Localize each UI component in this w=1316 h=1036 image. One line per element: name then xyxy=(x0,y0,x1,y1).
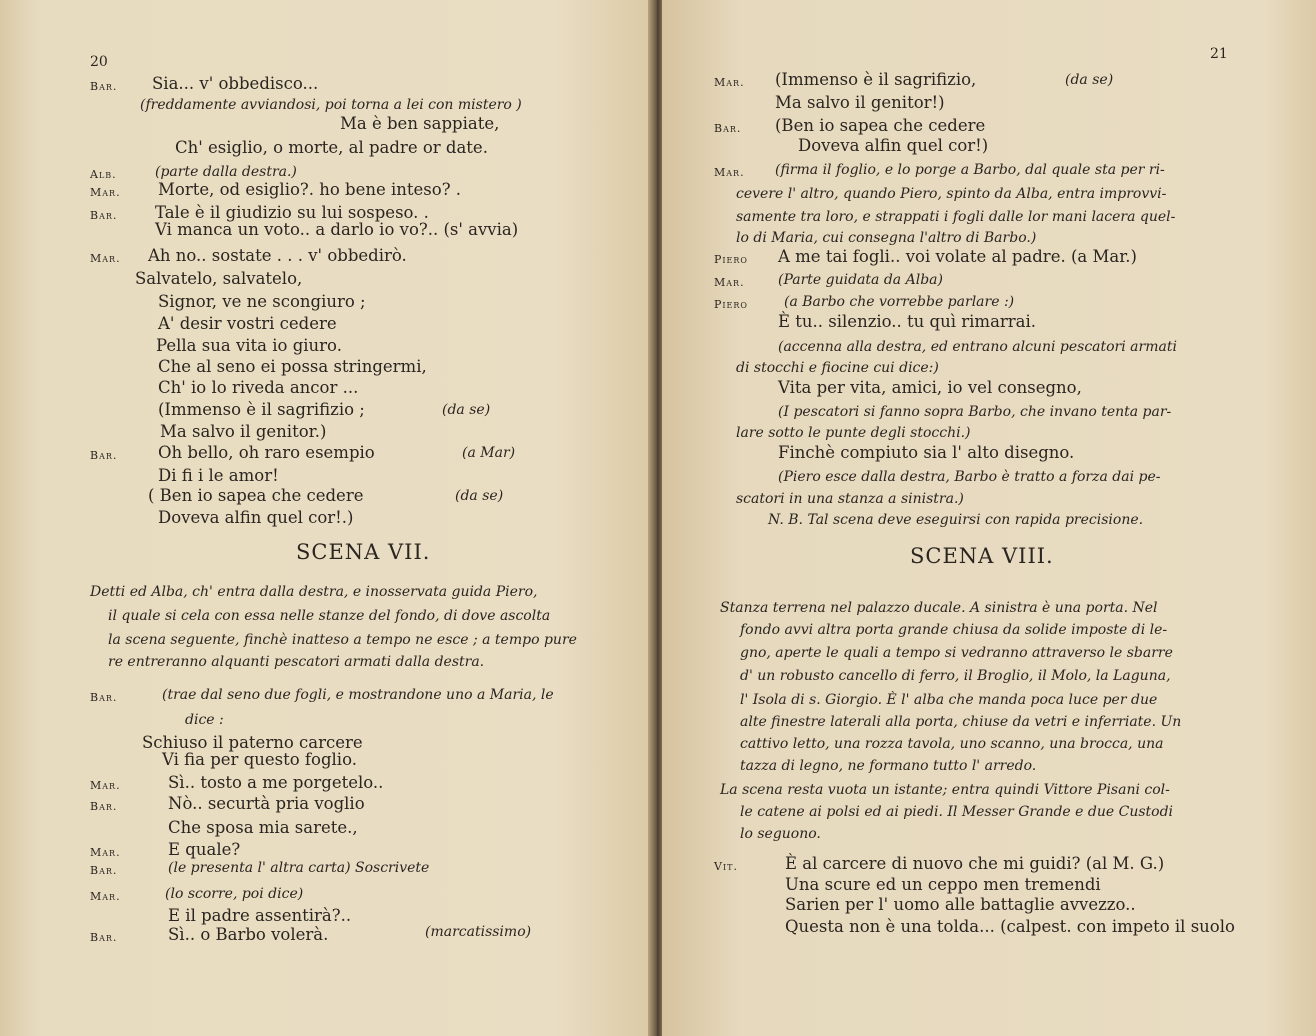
verse-line: Sarien per l' uomo alle battaglie avvezzo.. xyxy=(785,895,1136,914)
stage-direction: (lo scorre, poi dice) xyxy=(165,886,304,902)
verse-line: Pella sua vita io giuro. xyxy=(156,336,342,355)
speaker-label: Bar. xyxy=(90,931,118,944)
verse-line: Doveva alfin quel cor!.) xyxy=(158,508,354,527)
stage-direction: (a Mar) xyxy=(462,445,516,461)
speaker-label: Mar. xyxy=(90,186,121,199)
verse-line: Schiuso il paterno carcere xyxy=(142,733,363,752)
stage-direction: cevere l' altro, quando Piero, spinto da Alba, entra improvvi- xyxy=(736,186,1167,202)
verse-line: Vi fia per questo foglio. xyxy=(162,750,357,769)
left-page xyxy=(0,0,652,1036)
verse-line: Nò.. securtà pria voglio xyxy=(168,794,365,813)
verse-line: Che al seno ei possa stringermi, xyxy=(158,357,427,376)
stage-direction: (a Barbo che vorrebbe parlare :) xyxy=(784,294,1015,310)
page-number: 20 xyxy=(90,54,108,70)
speaker-label: Alb. xyxy=(90,168,117,181)
speaker-label: Bar. xyxy=(90,209,118,222)
verse-line: Una scure ed un ceppo men tremendi xyxy=(785,875,1101,894)
verse-line: Vi manca un voto.. a darlo io vo?.. (s' avvia) xyxy=(155,220,519,239)
verse-line: Sia... v' obbedisco... xyxy=(152,74,319,93)
verse-line: Oh bello, oh raro esempio xyxy=(158,443,375,462)
verse-line: (Ben io sapea che cedere xyxy=(775,116,986,135)
speaker-label: Bar. xyxy=(90,449,118,462)
verse-line: ( Ben io sapea che cedere xyxy=(148,486,364,505)
speaker-label: Mar. xyxy=(714,166,745,179)
verse-line: Morte, od esiglio?. ho bene inteso? . xyxy=(158,180,462,199)
stage-direction: gno, aperte le quali a tempo si vedranno attraverso le sbarre xyxy=(740,645,1173,661)
verse-line: Tale è il giudizio su lui sospeso. . xyxy=(155,203,429,222)
stage-direction: (Parte guidata da Alba) xyxy=(778,272,943,288)
stage-direction: Stanza terrena nel palazzo ducale. A sinistra è una porta. Nel xyxy=(720,600,1158,616)
verse-line: A me tai fogli.. voi volate al padre. (a Mar.) xyxy=(778,247,1137,266)
stage-direction: l' Isola di s. Giorgio. È l' alba che manda poca luce per due xyxy=(740,692,1158,708)
stage-direction: (firma il foglio, e lo porge a Barbo, dal quale sta per ri- xyxy=(775,162,1165,178)
stage-direction: re entreranno alquanti pescatori armati dalla destra. xyxy=(108,654,485,670)
verse-line: Questa non è una tolda... (calpest. con impeto il suolo xyxy=(785,917,1235,936)
verse-line: E il padre assentirà?.. xyxy=(168,906,352,925)
speaker-label: Piero xyxy=(714,298,748,311)
verse-line: A' desir vostri cedere xyxy=(158,314,337,333)
stage-direction: (accenna alla destra, ed entrano alcuni pescatori armati xyxy=(778,339,1177,355)
verse-line: Vita per vita, amici, io vel consegno, xyxy=(778,378,1082,397)
stage-direction: (da se) xyxy=(455,488,504,504)
verse-line: Ma salvo il genitor!) xyxy=(775,93,945,112)
speaker-label: Mar. xyxy=(714,76,745,89)
stage-direction: La scena resta vuota un istante; entra quindi Vittore Pisani col- xyxy=(720,782,1170,798)
verse-line: (Immenso è il sagrifizio, xyxy=(775,70,977,89)
speaker-label: Piero xyxy=(714,253,748,266)
verse-line: Signor, ve ne scongiuro ; xyxy=(158,292,366,311)
stage-direction: (freddamente avviandosi, poi torna a lei con mistero ) xyxy=(140,97,522,113)
verse-line: Ma salvo il genitor.) xyxy=(160,422,327,441)
stage-direction: (I pescatori si fanno sopra Barbo, che invano tenta par- xyxy=(778,404,1172,420)
stage-direction: il quale si cela con essa nelle stanze del fondo, di dove ascolta xyxy=(108,608,551,624)
scene-title: SCENA VII. xyxy=(296,540,431,564)
verse-line: È tu.. silenzio.. tu quì rimarrai. xyxy=(778,312,1037,331)
verse-line: Di fi i le amor! xyxy=(158,466,279,485)
stage-direction: fondo avvi altra porta grande chiusa da solide imposte di le- xyxy=(740,622,1168,638)
stage-direction: lare sotto le punte degli stocchi.) xyxy=(736,425,971,441)
speaker-label: Bar. xyxy=(90,864,118,877)
stage-direction: (da se) xyxy=(1065,72,1114,88)
speaker-label: Mar. xyxy=(90,252,121,265)
verse-line: (Immenso è il sagrifizio ; xyxy=(158,400,365,419)
stage-direction: d' un robusto cancello di ferro, il Broglio, il Molo, la Laguna, xyxy=(740,668,1171,684)
stage-direction: Detti ed Alba, ch' entra dalla destra, e inosservata guida Piero, xyxy=(90,584,538,600)
speaker-label: Vit. xyxy=(714,860,738,873)
verse-line: Finchè compiuto sia l' alto disegno. xyxy=(778,443,1075,462)
stage-direction: alte finestre laterali alla porta, chiuse da vetri e inferriate. Un xyxy=(740,714,1182,730)
speaker-label: Bar. xyxy=(90,80,118,93)
verse-line: Sì.. o Barbo volerà. xyxy=(168,925,329,944)
verse-line: E quale? xyxy=(168,840,241,859)
speaker-label: Bar. xyxy=(90,800,118,813)
stage-direction: scatori in una stanza a sinistra.) xyxy=(736,491,964,507)
stage-direction: (le presenta l' altra carta) Soscrivete xyxy=(168,860,430,876)
stage-direction: samente tra loro, e strappati i fogli dalle lor mani lacera quel- xyxy=(736,209,1176,225)
stage-direction: la scena seguente, finchè inatteso a tempo ne esce ; a tempo pure xyxy=(108,632,577,648)
right-page xyxy=(662,0,1316,1036)
page-number: 21 xyxy=(1210,46,1228,62)
stage-direction: lo seguono. xyxy=(740,826,821,842)
speaker-label: Bar. xyxy=(90,691,118,704)
stage-direction: (Piero esce dalla destra, Barbo è tratto a forza dai pe- xyxy=(778,469,1161,485)
speaker-label: Mar. xyxy=(90,779,121,792)
verse-line: Ch' esiglio, o morte, al padre or date. xyxy=(175,138,488,157)
scene-title: SCENA VIII. xyxy=(910,544,1054,568)
verse-line: È al carcere di nuovo che mi guidi? (al M. G.) xyxy=(785,854,1165,873)
verse-line: Ah no.. sostate . . . v' obbedirò. xyxy=(148,246,407,265)
stage-direction: (marcatissimo) xyxy=(425,924,532,940)
stage-direction: dice : xyxy=(185,712,224,728)
verse-line: Ch' io lo riveda ancor ... xyxy=(158,378,359,397)
verse-line: Doveva alfin quel cor!) xyxy=(798,136,989,155)
speaker-label: Mar. xyxy=(90,890,121,903)
verse-line: Sì.. tosto a me porgetelo.. xyxy=(168,773,384,792)
stage-direction: tazza di legno, ne formano tutto l' arredo. xyxy=(740,758,1037,774)
stage-direction: cattivo letto, una rozza tavola, uno scanno, una brocca, una xyxy=(740,736,1164,752)
verse-line: Che sposa mia sarete., xyxy=(168,818,358,837)
speaker-label: Mar. xyxy=(714,276,745,289)
speaker-label: Mar. xyxy=(90,846,121,859)
stage-direction: (parte dalla destra.) xyxy=(155,164,297,180)
stage-direction: (trae dal seno due fogli, e mostrandone uno a Maria, le xyxy=(162,687,554,703)
verse-line: Ma è ben sappiate, xyxy=(340,114,500,133)
verse-line: Salvatelo, salvatelo, xyxy=(135,269,303,288)
stage-direction: le catene ai polsi ed ai piedi. Il Messer Grande e due Custodi xyxy=(740,804,1174,820)
stage-direction: di stocchi e fiocine cui dice:) xyxy=(736,360,939,376)
stage-direction: N. B. Tal scena deve eseguirsi con rapida precisione. xyxy=(768,512,1144,528)
speaker-label: Bar. xyxy=(714,122,742,135)
stage-direction: (da se) xyxy=(442,402,491,418)
stage-direction: lo di Maria, cui consegna l'altro di Barbo.) xyxy=(736,230,1037,246)
